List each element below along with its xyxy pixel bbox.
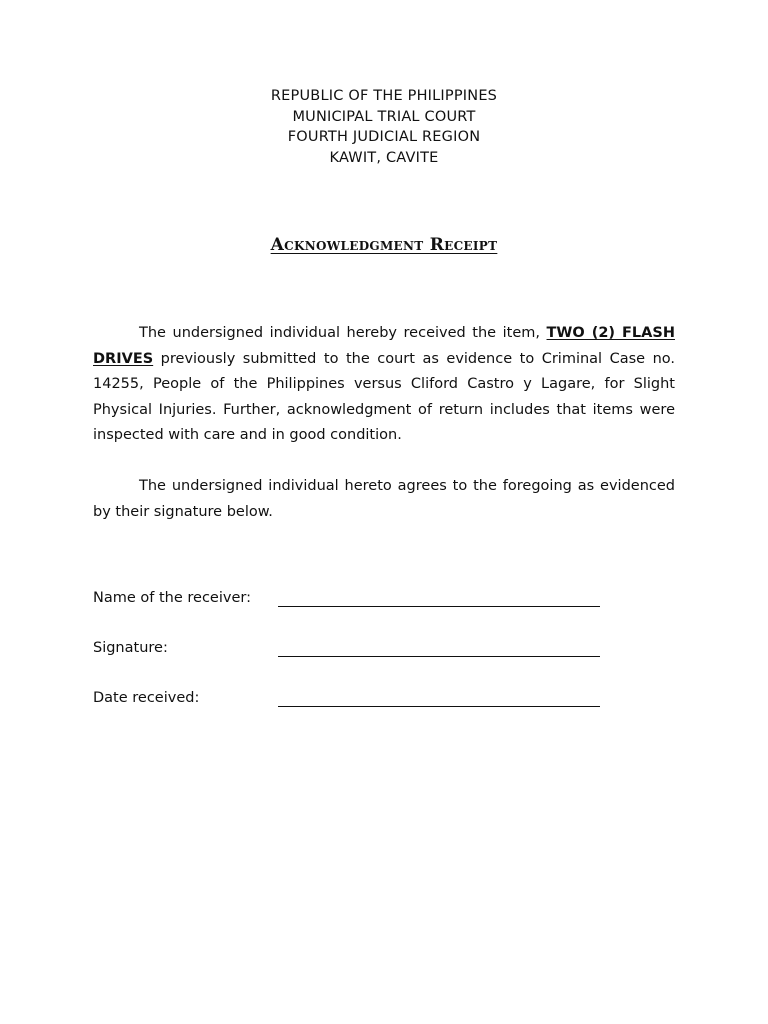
header-line-court: MUNICIPAL TRIAL COURT [292, 108, 476, 125]
agreement-paragraph [93, 474, 675, 525]
signature-blank [278, 656, 600, 657]
date-received-field [93, 690, 603, 714]
receipt-paragraph [93, 321, 675, 449]
header-line-location: KAWIT, CAVITE [329, 149, 439, 166]
document-title-block [0, 235, 768, 255]
receipt-paragraph-text [93, 321, 675, 449]
court-header [0, 86, 768, 168]
signature-field [93, 640, 603, 664]
date-received-blank [278, 706, 600, 707]
header-line-region: FOURTH JUDICIAL REGION [287, 129, 481, 145]
receipt-paragraph-rest: previously submitted to the court as evidence to Criminal Case no. 14255, People of the Philippines versus Cliford Castro y Lagare, for Slight Physical Injuries. Further, acknowledgment of return includes that items were inspected with care and in good condition. [93, 350, 675, 443]
receiver-name-field [93, 590, 603, 614]
receiver-name-label: Name of the receiver: [93, 590, 251, 606]
document-title: Acknowledgment Receipt [270, 235, 498, 255]
signature-label: Signature: [93, 640, 168, 656]
received-item: TWO (2) FLASH DRIVES [93, 325, 675, 367]
receiver-name-blank [278, 606, 600, 607]
receipt-paragraph-lead: The undersigned individual hereby received the item, [139, 325, 547, 341]
header-line-republic: REPUBLIC OF THE PHILIPPINES [270, 88, 498, 104]
agreement-paragraph-text: The undersigned individual hereto agrees to the foregoing as evidenced by their signature below. [93, 478, 675, 520]
date-received-label: Date received: [93, 690, 200, 706]
